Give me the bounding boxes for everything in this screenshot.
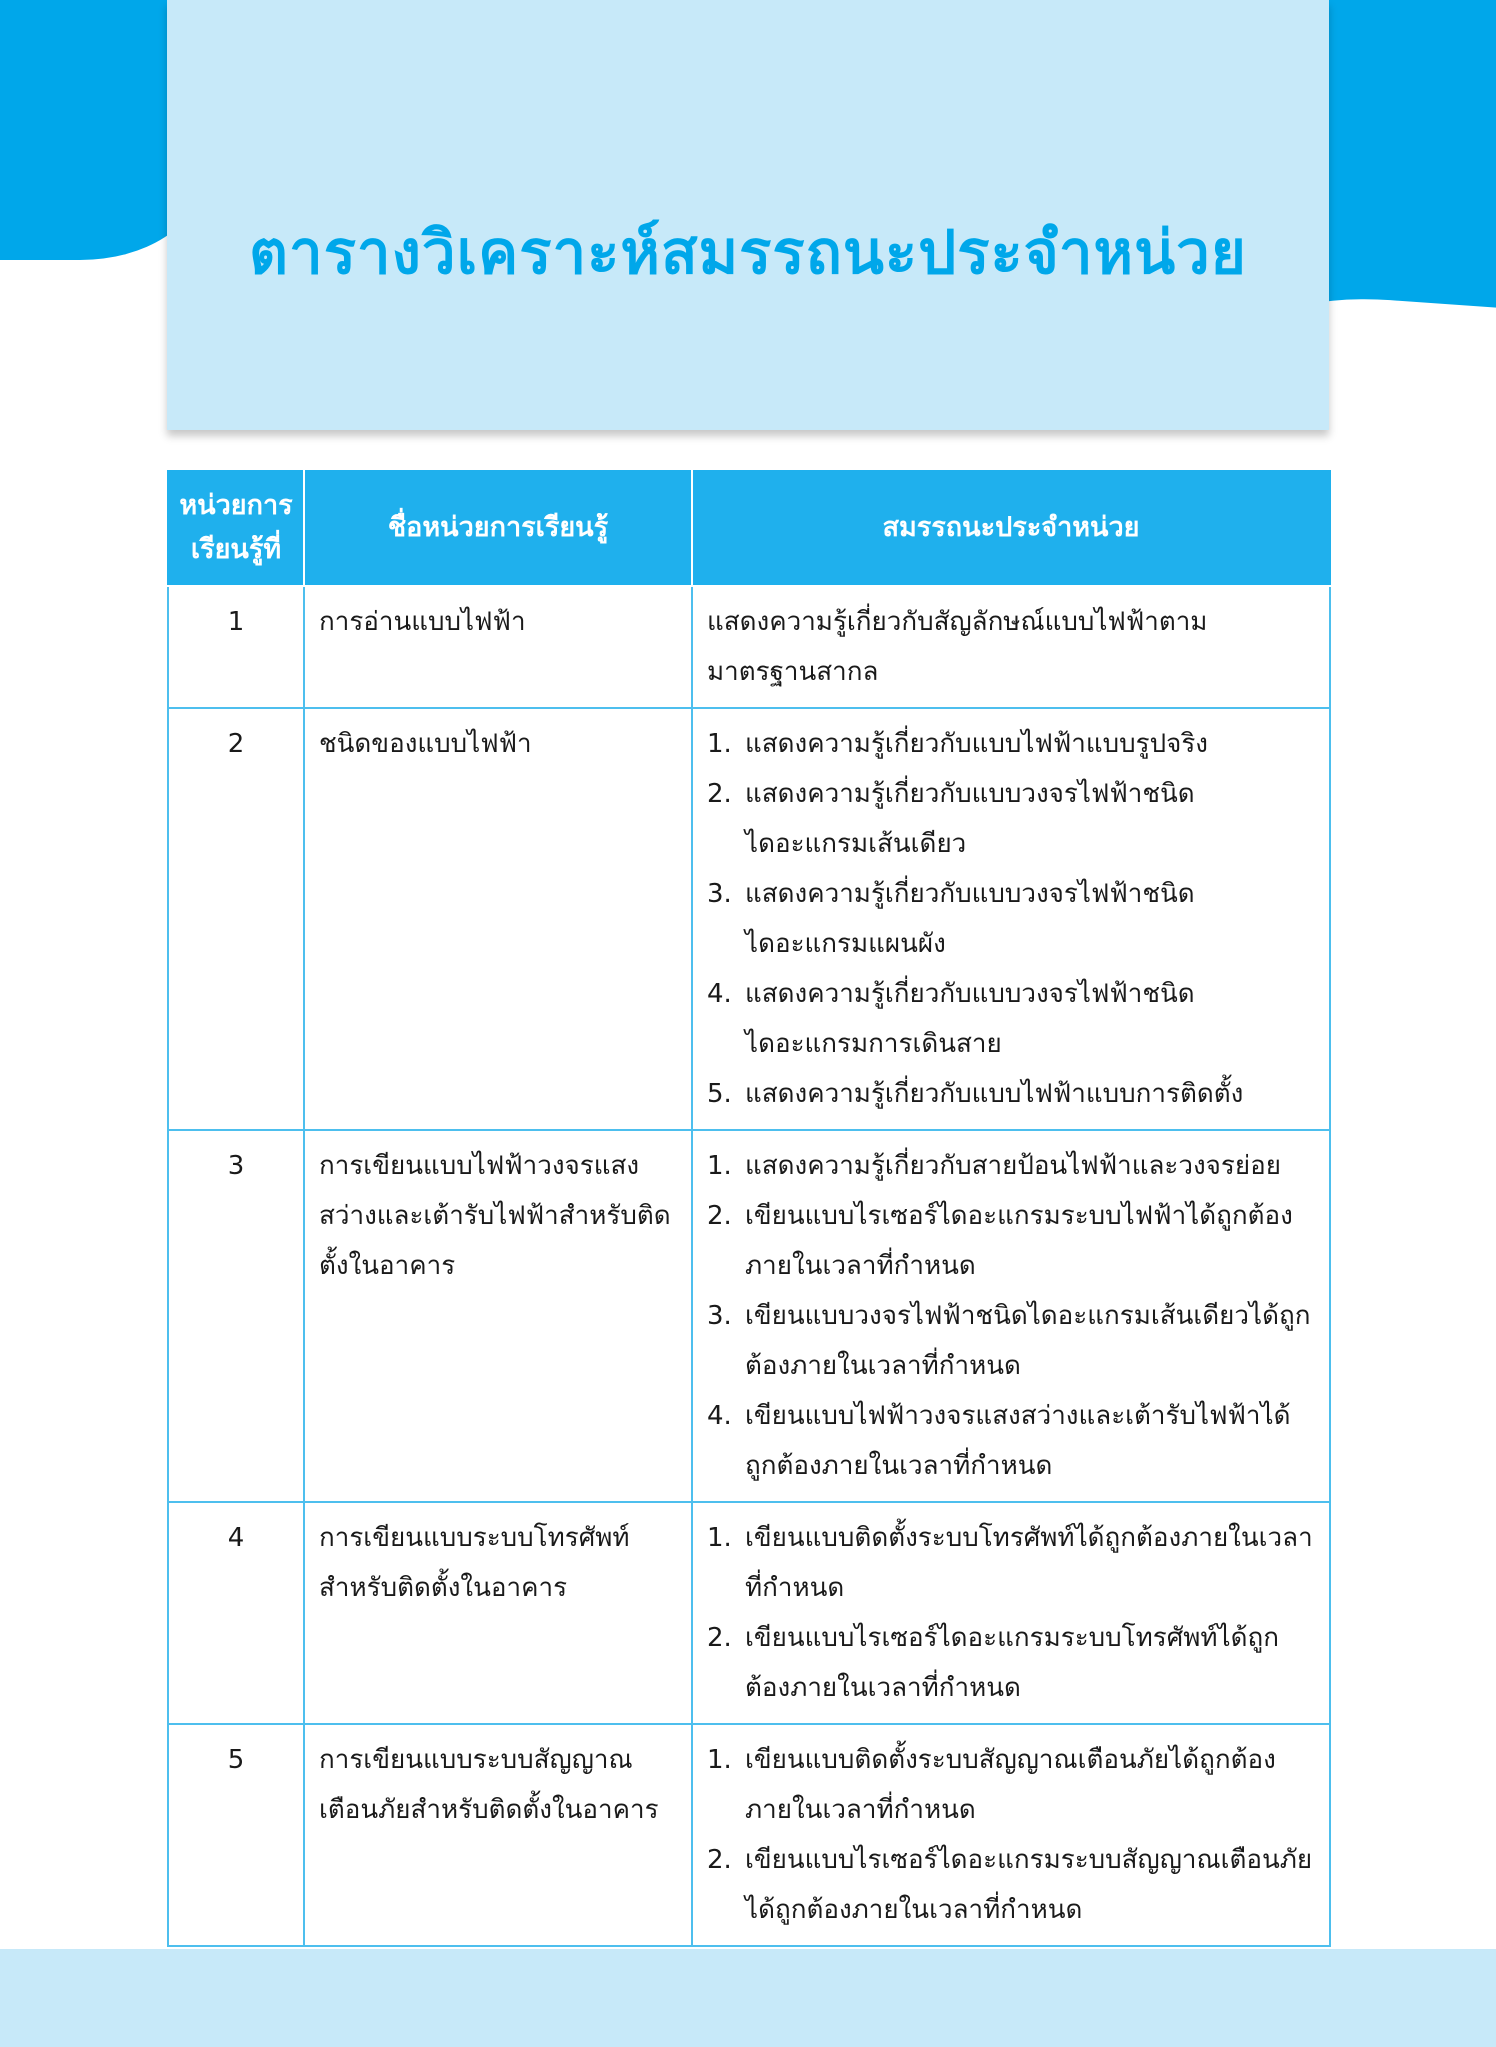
competency-cell: [692, 1724, 1330, 1946]
title-card: [167, 0, 1329, 430]
competency-item: [707, 1141, 1315, 1191]
competency-item: [707, 869, 1315, 969]
unit-number-cell: 1: [168, 586, 304, 708]
competency-item-number: 2.: [707, 1845, 732, 1875]
competency-item-text: เขียนแบบติดตั้งระบบสัญญาณเตือนภัยได้ถูกต้องภายในเวลาที่กำหนด: [745, 1745, 1276, 1825]
unit-name-cell: การอ่านแบบไฟฟ้า: [304, 586, 692, 708]
competency-item-text: แสดงความรู้เกี่ยวกับแบบวงจรไฟฟ้าชนิดไดอะแกรมเส้นเดียว: [745, 779, 1195, 859]
table-row: [168, 1724, 1330, 1946]
competency-list: [707, 1513, 1315, 1713]
table-row: [168, 1130, 1330, 1502]
competency-item-text: เขียนแบบติดตั้งระบบโทรศัพท์ได้ถูกต้องภายในเวลาที่กำหนด: [745, 1523, 1313, 1603]
competency-item: [707, 1191, 1315, 1291]
header-unit-number: หน่วยการเรียนรู้ที่: [168, 470, 304, 586]
competency-item: [707, 969, 1315, 1069]
competency-item: [707, 1513, 1315, 1613]
table-header: [168, 470, 1330, 586]
competency-list: [707, 719, 1315, 1119]
unit-name-cell: ชนิดของแบบไฟฟ้า: [304, 708, 692, 1130]
competency-item-text: แสดงความรู้เกี่ยวกับแบบวงจรไฟฟ้าชนิดไดอะแกรมแผนผัง: [745, 879, 1195, 959]
competency-item: [707, 1613, 1315, 1713]
competency-item-text: เขียนแบบวงจรไฟฟ้าชนิดไดอะแกรมเส้นเดียวได้ถูกต้องภายในเวลาที่กำหนด: [745, 1301, 1311, 1381]
header-competency: สมรรถนะประจำหน่วย: [692, 470, 1330, 586]
page-title: ตารางวิเคราะห์สมรรถนะประจำหน่วย: [249, 218, 1247, 288]
competency-item-number: 2.: [707, 1623, 732, 1653]
competency-item-number: 3.: [707, 879, 732, 909]
competency-cell: [692, 1130, 1330, 1502]
table-row: [168, 708, 1330, 1130]
competency-item-number: 1.: [707, 1151, 732, 1181]
competency-item: [707, 1069, 1315, 1119]
header-unit-name: ชื่อหน่วยการเรียนรู้: [304, 470, 692, 586]
competency-cell: [692, 708, 1330, 1130]
competency-item: [707, 719, 1315, 769]
competency-item-text: เขียนแบบไฟฟ้าวงจรแสงสว่างและเต้ารับไฟฟ้าได้ถูกต้องภายในเวลาที่กำหนด: [745, 1401, 1291, 1481]
competency-item-number: 1.: [707, 729, 732, 759]
unit-number-cell: 3: [168, 1130, 304, 1502]
unit-number-cell: 5: [168, 1724, 304, 1946]
table-header-row: [168, 470, 1330, 586]
competency-item-number: 1.: [707, 1523, 732, 1553]
competency-item: [707, 769, 1315, 869]
competency-item-number: 3.: [707, 1301, 732, 1331]
competency-cell: [692, 586, 1330, 708]
competency-item-number: 4.: [707, 1401, 732, 1431]
competency-item-number: 2.: [707, 1201, 732, 1231]
table-row: [168, 586, 1330, 708]
competency-item-number: 2.: [707, 779, 732, 809]
competency-item-text: แสดงความรู้เกี่ยวกับแบบไฟฟ้าแบบรูปจริง: [745, 729, 1208, 759]
unit-number-cell: 4: [168, 1502, 304, 1724]
competency-item-text: เขียนแบบไรเซอร์ไดอะแกรมระบบไฟฟ้าได้ถูกต้องภายในเวลาที่กำหนด: [745, 1201, 1293, 1281]
table-row: [168, 1502, 1330, 1724]
unit-name-cell: การเขียนแบบไฟฟ้าวงจรแสงสว่างและเต้ารับไฟฟ้าสำหรับติดตั้งในอาคาร: [304, 1130, 692, 1502]
competency-table: [167, 470, 1331, 1947]
footer-band: [0, 1949, 1496, 2047]
background-wave-right: [1316, 0, 1496, 330]
unit-name-cell: การเขียนแบบระบบสัญญาณเตือนภัยสำหรับติดตั้งในอาคาร: [304, 1724, 692, 1946]
competency-item: [707, 1835, 1315, 1935]
competency-cell: [692, 1502, 1330, 1724]
competency-item: [707, 1735, 1315, 1835]
unit-name-cell: การเขียนแบบระบบโทรศัพท์สำหรับติดตั้งในอาคาร: [304, 1502, 692, 1724]
competency-table-wrapper: [167, 470, 1329, 1947]
competency-text: แสดงความรู้เกี่ยวกับสัญลักษณ์แบบไฟฟ้าตามมาตรฐานสากล: [707, 607, 1208, 687]
table-body: [168, 586, 1330, 1946]
competency-item-text: เขียนแบบไรเซอร์ไดอะแกรมระบบโทรศัพท์ได้ถูกต้องภายในเวลาที่กำหนด: [745, 1623, 1279, 1703]
unit-number-cell: 2: [168, 708, 304, 1130]
competency-list: [707, 1735, 1315, 1935]
competency-item: [707, 1291, 1315, 1391]
competency-list: [707, 1141, 1315, 1491]
competency-item-text: เขียนแบบไรเซอร์ไดอะแกรมระบบสัญญาณเตือนภัยได้ถูกต้องภายในเวลาที่กำหนด: [745, 1845, 1313, 1925]
competency-item-text: แสดงความรู้เกี่ยวกับแบบไฟฟ้าแบบการติดตั้ง: [745, 1079, 1244, 1109]
competency-item: [707, 1391, 1315, 1491]
competency-item-number: 1.: [707, 1745, 732, 1775]
competency-item-number: 5.: [707, 1079, 732, 1109]
competency-item-text: แสดงความรู้เกี่ยวกับสายป้อนไฟฟ้าและวงจรย่อย: [745, 1151, 1281, 1181]
competency-item-text: แสดงความรู้เกี่ยวกับแบบวงจรไฟฟ้าชนิดไดอะแกรมการเดินสาย: [745, 979, 1195, 1059]
competency-item-number: 4.: [707, 979, 732, 1009]
